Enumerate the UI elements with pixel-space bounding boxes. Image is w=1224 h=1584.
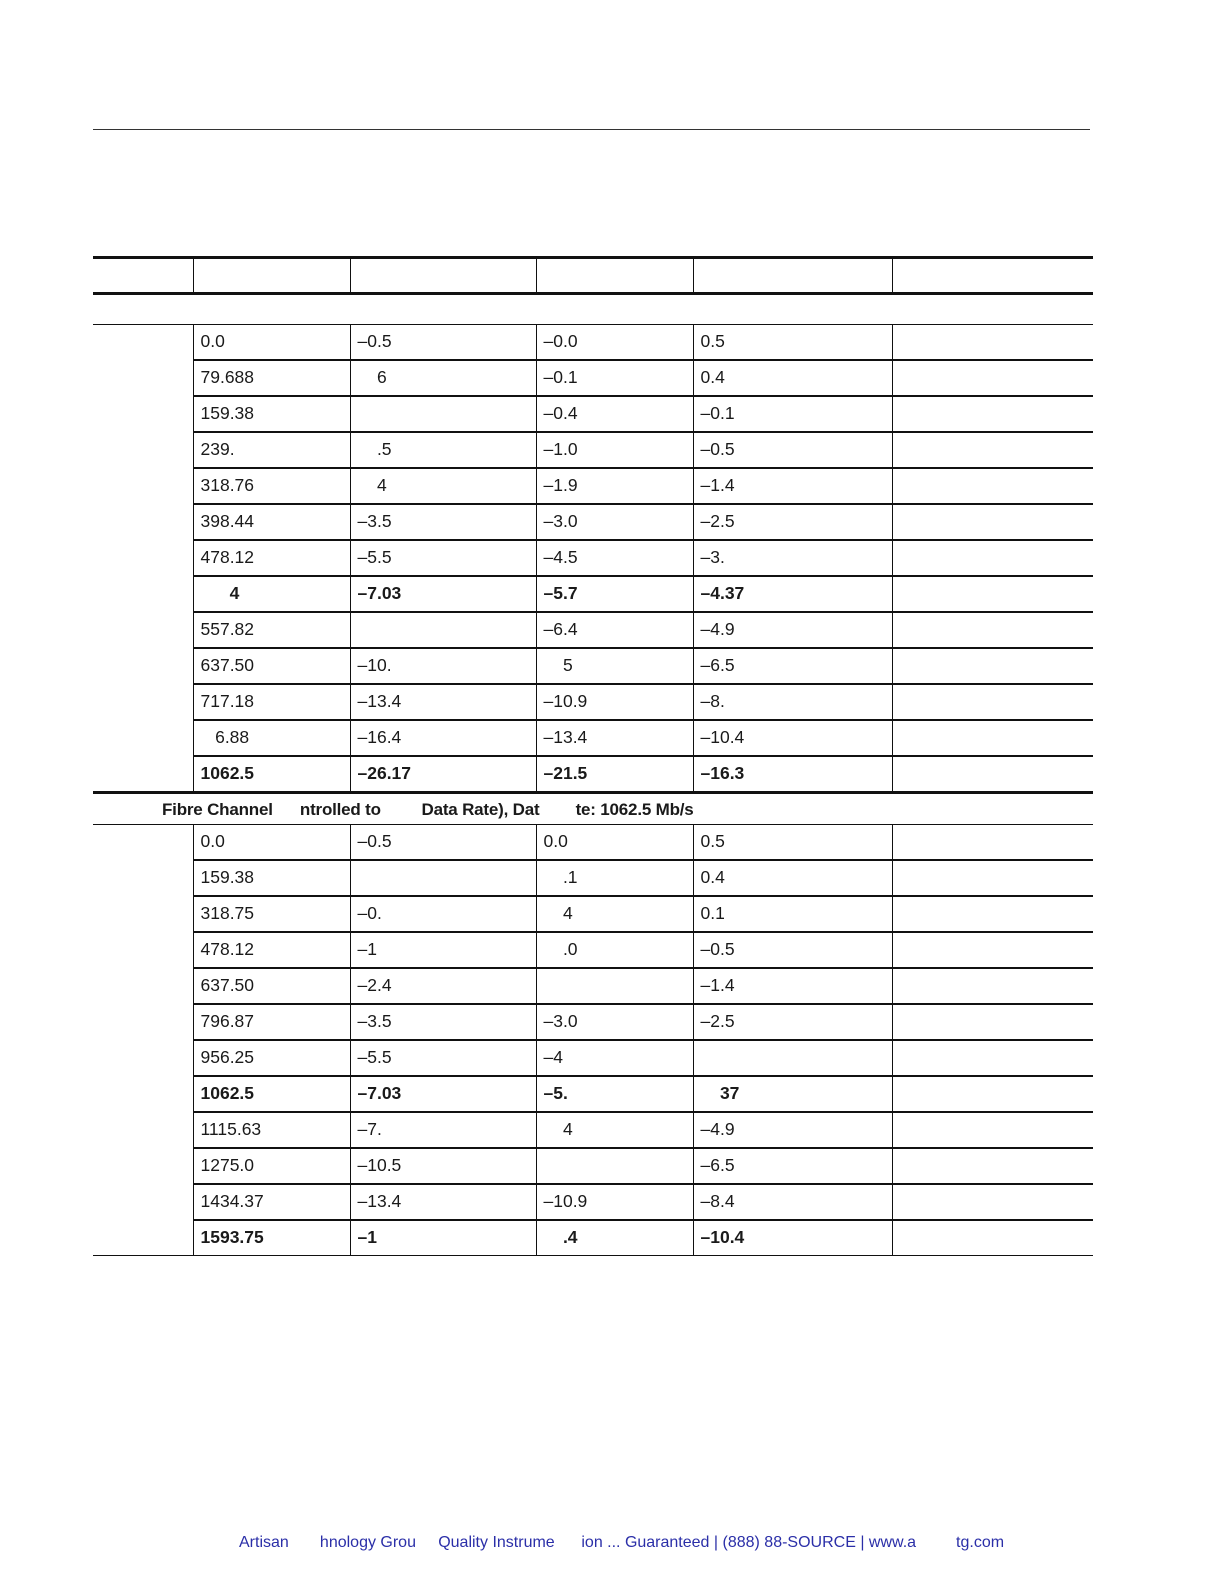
header-cell: [193, 258, 350, 294]
row-spacer: [93, 720, 193, 756]
table-cell: 1062.5: [193, 1076, 350, 1112]
table-cell: 6.88: [193, 720, 350, 756]
table-cell: 79.688: [193, 360, 350, 396]
row-spacer: [93, 1004, 193, 1040]
table-cell: –1.9: [536, 468, 693, 504]
table-cell: 0.0: [536, 825, 693, 861]
table-cell: 159.38: [193, 860, 350, 896]
table-cell: –3.: [693, 540, 892, 576]
table-cell: [892, 1076, 1093, 1112]
table-cell: [892, 756, 1093, 793]
table-cell: –3.5: [350, 504, 536, 540]
table-cell: 478.12: [193, 932, 350, 968]
table-row: [93, 1112, 1093, 1148]
table-row: [93, 1220, 1093, 1256]
section-title-row: [93, 793, 1093, 825]
table-cell: –1.0: [536, 432, 693, 468]
table-cell: –0.5: [693, 932, 892, 968]
table-cell: 717.18: [193, 684, 350, 720]
row-spacer: [93, 825, 193, 861]
table-cell: –13.4: [350, 684, 536, 720]
table-cell: –3.0: [536, 504, 693, 540]
table-cell: [536, 1148, 693, 1184]
table-cell: [350, 860, 536, 896]
table-cell: –10.9: [536, 1184, 693, 1220]
table-cell: 557.82: [193, 612, 350, 648]
table-row: [93, 1076, 1093, 1112]
row-spacer: [93, 468, 193, 504]
table-cell: [892, 1112, 1093, 1148]
table-cell: [892, 504, 1093, 540]
table-cell: [892, 1148, 1093, 1184]
table-cell: [892, 860, 1093, 896]
table-cell: –7.03: [350, 1076, 536, 1112]
header-cell: [93, 258, 193, 294]
table-cell: –10.4: [693, 1220, 892, 1256]
table-cell: –16.3: [693, 756, 892, 793]
table-row: [93, 468, 1093, 504]
table-cell: 637.50: [193, 968, 350, 1004]
table-row: [93, 432, 1093, 468]
table-row: [93, 896, 1093, 932]
table-cell: –0.: [350, 896, 536, 932]
table-cell: –1.4: [693, 968, 892, 1004]
table-cell: 1275.0: [193, 1148, 350, 1184]
header-cell: [536, 258, 693, 294]
row-spacer: [93, 612, 193, 648]
table-cell: .1: [536, 860, 693, 896]
table-cell: 5: [536, 648, 693, 684]
table-cell: –0.0: [536, 325, 693, 361]
table-cell: [892, 1184, 1093, 1220]
row-spacer: [93, 1076, 193, 1112]
table-cell: [892, 432, 1093, 468]
table-cell: 239.: [193, 432, 350, 468]
table-cell: 318.75: [193, 896, 350, 932]
table-cell: 0.1: [693, 896, 892, 932]
table-cell: [892, 325, 1093, 361]
table-cell: 4: [350, 468, 536, 504]
table-cell: –4.5: [536, 540, 693, 576]
footer-text: Artisan hnology Grou Quality Instrume ion ... Guaranteed | (888) 88-SOURCE | www.a tg.com: [239, 1534, 1005, 1551]
row-spacer: [93, 684, 193, 720]
table-cell: –0.5: [350, 825, 536, 861]
table-cell: [892, 932, 1093, 968]
table-row: [93, 1040, 1093, 1076]
table-cell: [350, 396, 536, 432]
table-cell: –0.5: [693, 432, 892, 468]
table-cell: –2.5: [693, 504, 892, 540]
table-cell: .5: [350, 432, 536, 468]
table-header-row: [93, 258, 1093, 294]
table-cell: 398.44: [193, 504, 350, 540]
row-spacer: [93, 1112, 193, 1148]
table-cell: [892, 576, 1093, 612]
row-spacer: [93, 860, 193, 896]
section-title: [93, 294, 1093, 325]
row-spacer: [93, 968, 193, 1004]
table-cell: 0.0: [193, 325, 350, 361]
table-cell: 1593.75: [193, 1220, 350, 1256]
row-spacer: [93, 896, 193, 932]
table-cell: –3.5: [350, 1004, 536, 1040]
row-spacer: [93, 756, 193, 793]
table-row: [93, 648, 1093, 684]
table-cell: –5.7: [536, 576, 693, 612]
table-cell: –7.: [350, 1112, 536, 1148]
table-cell: 4: [536, 896, 693, 932]
table-cell: –5.: [536, 1076, 693, 1112]
table-cell: –2.5: [693, 1004, 892, 1040]
table-cell: –5.5: [350, 540, 536, 576]
table-cell: [892, 896, 1093, 932]
table-cell: –10.5: [350, 1148, 536, 1184]
table-cell: 0.4: [693, 360, 892, 396]
table-row: [93, 576, 1093, 612]
table-cell: [892, 1040, 1093, 1076]
table-cell: [892, 720, 1093, 756]
table-cell: –7.03: [350, 576, 536, 612]
table-row: [93, 1184, 1093, 1220]
table-cell: 0.0: [193, 825, 350, 861]
table-cell: [892, 540, 1093, 576]
table-cell: [892, 684, 1093, 720]
table-row: [93, 968, 1093, 1004]
table-cell: –16.4: [350, 720, 536, 756]
row-spacer: [93, 504, 193, 540]
row-spacer: [93, 1148, 193, 1184]
table-cell: –0.4: [536, 396, 693, 432]
table-row: [93, 396, 1093, 432]
header-cell: [892, 258, 1093, 294]
row-spacer: [93, 396, 193, 432]
table-cell: 6: [350, 360, 536, 396]
row-spacer: [93, 325, 193, 361]
table-cell: [536, 968, 693, 1004]
table-cell: 37: [693, 1076, 892, 1112]
table-cell: –4.9: [693, 1112, 892, 1148]
table-cell: 0.5: [693, 825, 892, 861]
table-cell: 0.4: [693, 860, 892, 896]
table-cell: –0.5: [350, 325, 536, 361]
row-spacer: [93, 648, 193, 684]
table-cell: .0: [536, 932, 693, 968]
table-cell: 478.12: [193, 540, 350, 576]
top-rule: [93, 129, 1090, 130]
table-cell: [693, 1040, 892, 1076]
row-spacer: [93, 360, 193, 396]
table-cell: 159.38: [193, 396, 350, 432]
table-cell: 1434.37: [193, 1184, 350, 1220]
table-cell: 0.5: [693, 325, 892, 361]
table-row: [93, 684, 1093, 720]
table-cell: –5.5: [350, 1040, 536, 1076]
row-spacer: [93, 432, 193, 468]
row-spacer: [93, 932, 193, 968]
table-cell: [892, 612, 1093, 648]
table-row: [93, 825, 1093, 861]
table-row: [93, 756, 1093, 793]
table-cell: –21.5: [536, 756, 693, 793]
table-cell: [892, 1220, 1093, 1256]
table-cell: –10.: [350, 648, 536, 684]
table-row: [93, 504, 1093, 540]
table-cell: –13.4: [350, 1184, 536, 1220]
table-cell: 318.76: [193, 468, 350, 504]
table-cell: 1115.63: [193, 1112, 350, 1148]
row-spacer: [93, 540, 193, 576]
table-cell: 796.87: [193, 1004, 350, 1040]
table-row: [93, 540, 1093, 576]
table-cell: –6.5: [693, 1148, 892, 1184]
table-cell: [892, 648, 1093, 684]
row-spacer: [93, 1040, 193, 1076]
table-cell: –13.4: [536, 720, 693, 756]
table-cell: –0.1: [693, 396, 892, 432]
table-row: [93, 932, 1093, 968]
table-cell: [350, 612, 536, 648]
table-row: [93, 860, 1093, 896]
table-cell: –1: [350, 932, 536, 968]
table-cell: –26.17: [350, 756, 536, 793]
table-cell: –1.4: [693, 468, 892, 504]
table-row: [93, 1148, 1093, 1184]
table-cell: [892, 360, 1093, 396]
table-cell: –6.4: [536, 612, 693, 648]
table-cell: –4.37: [693, 576, 892, 612]
header-cell: [350, 258, 536, 294]
table-cell: –1: [350, 1220, 536, 1256]
table-cell: 637.50: [193, 648, 350, 684]
table-cell: [892, 468, 1093, 504]
table-cell: –8.: [693, 684, 892, 720]
table-cell: .4: [536, 1220, 693, 1256]
row-spacer: [93, 1184, 193, 1220]
table-row: [93, 1004, 1093, 1040]
table-row: [93, 360, 1093, 396]
table-cell: [892, 825, 1093, 861]
row-spacer: [93, 1220, 193, 1256]
table-row: [93, 325, 1093, 361]
filter-response-table: [93, 256, 1093, 1256]
table-cell: –4.9: [693, 612, 892, 648]
table-cell: –10.9: [536, 684, 693, 720]
table-cell: [892, 1004, 1093, 1040]
section-title-row: [93, 294, 1093, 325]
table-cell: 1062.5: [193, 756, 350, 793]
table-cell: –6.5: [693, 648, 892, 684]
table-cell: –0.1: [536, 360, 693, 396]
header-cell: [693, 258, 892, 294]
table-cell: 4: [536, 1112, 693, 1148]
table-cell: 956.25: [193, 1040, 350, 1076]
table-cell: –3.0: [536, 1004, 693, 1040]
table-cell: [892, 396, 1093, 432]
section-title: Fibre Channel ntrolled to Data Rate), Dat te: 1062.5 Mb/s: [93, 793, 1093, 825]
row-spacer: [93, 576, 193, 612]
table-cell: –8.4: [693, 1184, 892, 1220]
table-cell: –2.4: [350, 968, 536, 1004]
table-cell: 4: [193, 576, 350, 612]
table-row: [93, 612, 1093, 648]
table-cell: –10.4: [693, 720, 892, 756]
table-cell: [892, 968, 1093, 1004]
table-row: [93, 720, 1093, 756]
table-cell: –4: [536, 1040, 693, 1076]
